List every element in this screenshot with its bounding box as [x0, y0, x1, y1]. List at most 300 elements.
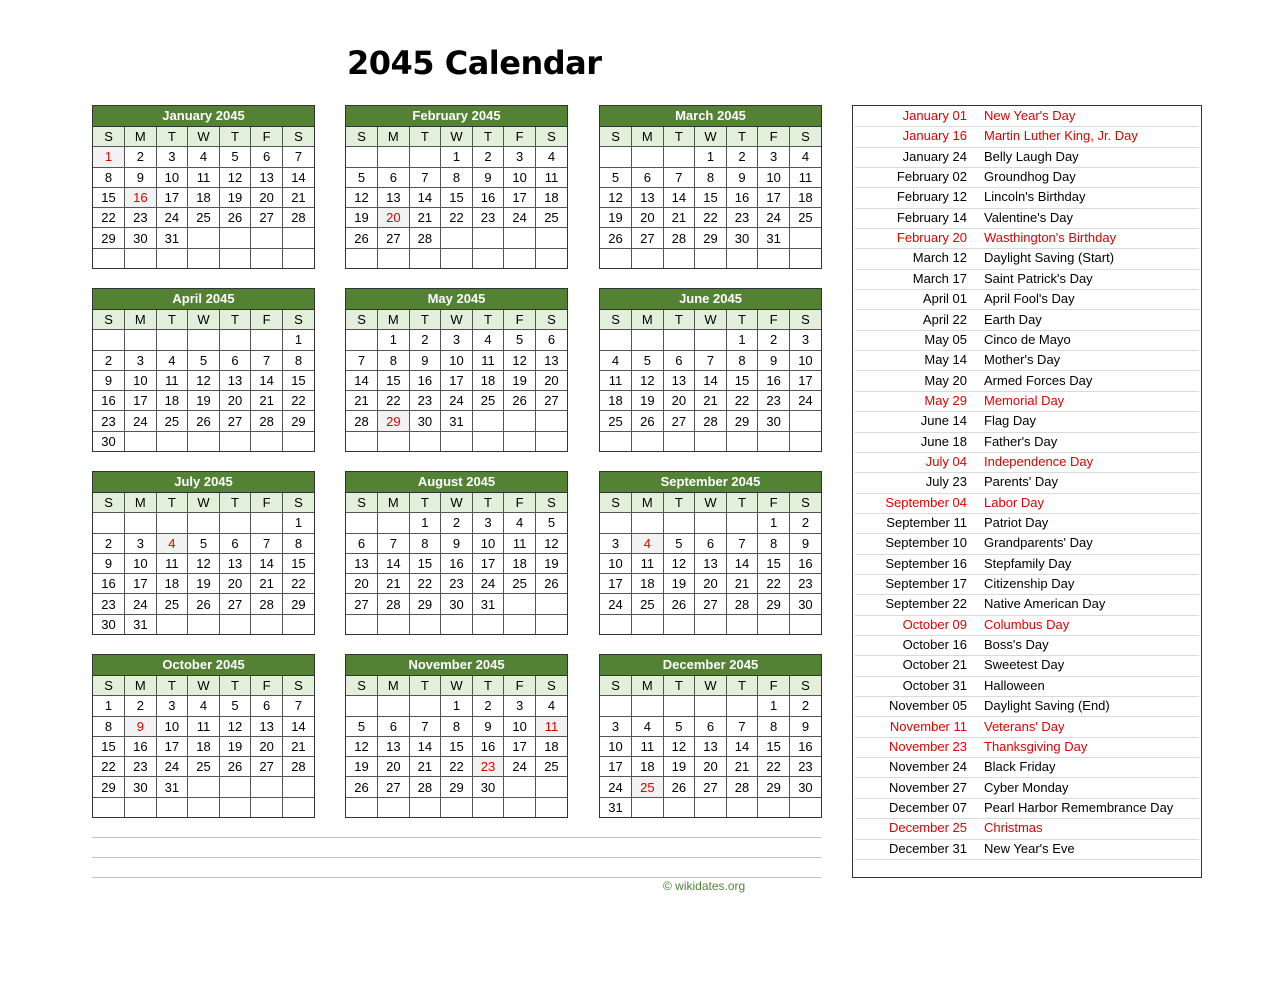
- holiday-row: [855, 615, 1199, 636]
- holiday-name: Boss's Day: [984, 637, 1049, 653]
- day-cell: 6: [695, 533, 727, 553]
- weekday-label: S: [789, 676, 821, 696]
- holiday-date: May 14: [924, 352, 967, 368]
- day-cell: 20: [346, 574, 378, 594]
- empty-day-cell: [188, 513, 220, 533]
- day-cell: 27: [251, 757, 283, 777]
- holiday-row: [855, 798, 1199, 819]
- weekday-label: M: [632, 676, 664, 696]
- empty-day-cell: [409, 696, 441, 716]
- empty-day-cell: [378, 513, 410, 533]
- empty-day-cell: [535, 431, 567, 451]
- empty-day-cell: [663, 797, 695, 817]
- empty-day-cell: [504, 248, 536, 268]
- day-cell: 25: [789, 208, 821, 228]
- empty-day-cell: [663, 248, 695, 268]
- day-cell: 11: [789, 167, 821, 187]
- notes-line: [92, 837, 821, 838]
- day-cell: 5: [188, 533, 220, 553]
- weekday-label: S: [282, 127, 314, 147]
- holiday-date: September 17: [885, 576, 967, 592]
- holiday-row: [855, 208, 1199, 229]
- empty-day-cell: [600, 330, 632, 350]
- holiday-date: July 23: [925, 474, 967, 490]
- day-cell: 1: [282, 513, 314, 533]
- day-cell: 24: [472, 574, 504, 594]
- weekday-label: T: [472, 310, 504, 330]
- day-cell: 2: [472, 147, 504, 167]
- day-cell: 4: [156, 350, 188, 370]
- month-calendar: [599, 471, 822, 635]
- holiday-date: May 20: [924, 372, 967, 388]
- day-cell: 26: [219, 757, 251, 777]
- day-cell: 3: [600, 533, 632, 553]
- weekday-label: F: [758, 310, 790, 330]
- weekday-label: F: [251, 676, 283, 696]
- weekday-label: T: [726, 676, 758, 696]
- empty-day-cell: [346, 614, 378, 634]
- empty-day-cell: [472, 248, 504, 268]
- empty-day-cell: [125, 248, 157, 268]
- day-cell: 21: [726, 574, 758, 594]
- day-cell: 8: [726, 350, 758, 370]
- empty-day-cell: [219, 797, 251, 817]
- empty-day-cell: [663, 513, 695, 533]
- weekday-label: S: [535, 127, 567, 147]
- day-cell: 4: [188, 696, 220, 716]
- weekday-label: S: [789, 310, 821, 330]
- weekday-label: T: [219, 676, 251, 696]
- empty-day-cell: [409, 431, 441, 451]
- holiday-date: February 14: [896, 209, 967, 225]
- day-cell: 20: [378, 757, 410, 777]
- empty-day-cell: [93, 797, 125, 817]
- empty-day-cell: [695, 330, 727, 350]
- day-cell: 12: [663, 553, 695, 573]
- empty-day-cell: [535, 614, 567, 634]
- day-cell: 14: [409, 187, 441, 207]
- day-cell: 29: [93, 777, 125, 797]
- day-cell: 3: [472, 513, 504, 533]
- holiday-date: February 02: [896, 169, 967, 185]
- day-cell: 20: [378, 208, 410, 228]
- empty-day-cell: [409, 147, 441, 167]
- day-cell: 31: [600, 797, 632, 817]
- day-cell: 23: [789, 757, 821, 777]
- holiday-name: Stepfamily Day: [984, 555, 1072, 571]
- empty-day-cell: [472, 228, 504, 248]
- empty-day-cell: [219, 513, 251, 533]
- day-cell: 1: [282, 330, 314, 350]
- weekday-label: M: [632, 127, 664, 147]
- weekday-label: T: [219, 127, 251, 147]
- empty-day-cell: [93, 330, 125, 350]
- day-cell: 30: [125, 777, 157, 797]
- day-cell: 4: [632, 533, 664, 553]
- empty-day-cell: [789, 228, 821, 248]
- day-cell: 27: [378, 228, 410, 248]
- holiday-row: [855, 147, 1199, 168]
- day-cell: 21: [695, 391, 727, 411]
- day-cell: 19: [188, 574, 220, 594]
- day-cell: 9: [726, 167, 758, 187]
- day-cell: 10: [472, 533, 504, 553]
- holiday-date: November 05: [888, 698, 967, 714]
- day-cell: 15: [93, 736, 125, 756]
- month-header: August 2045: [346, 472, 567, 493]
- day-cell: 4: [156, 533, 188, 553]
- day-cell: 22: [93, 757, 125, 777]
- day-cell: 12: [663, 736, 695, 756]
- day-cell: 31: [156, 777, 188, 797]
- day-cell: 3: [758, 147, 790, 167]
- day-cell: 26: [663, 594, 695, 614]
- day-cell: 20: [535, 370, 567, 390]
- empty-day-cell: [378, 431, 410, 451]
- day-cell: 9: [441, 533, 473, 553]
- holiday-name: Patriot Day: [984, 515, 1049, 530]
- day-cell: 15: [441, 187, 473, 207]
- empty-day-cell: [282, 777, 314, 797]
- day-cell: 31: [758, 228, 790, 248]
- day-cell: 23: [93, 594, 125, 614]
- weekday-label: T: [663, 127, 695, 147]
- day-cell: 19: [346, 208, 378, 228]
- holiday-date: October 16: [902, 637, 967, 653]
- day-cell: 5: [188, 350, 220, 370]
- day-cell: 1: [409, 513, 441, 533]
- notes-line: [92, 857, 821, 858]
- day-cell: 23: [409, 391, 441, 411]
- day-cell: 31: [441, 411, 473, 431]
- empty-day-cell: [695, 431, 727, 451]
- empty-day-cell: [219, 777, 251, 797]
- day-cell: 26: [600, 228, 632, 248]
- day-cell: 9: [789, 533, 821, 553]
- day-cell: 4: [504, 513, 536, 533]
- holiday-name: Martin Luther King, Jr. Day: [984, 128, 1138, 144]
- holiday-name: Sweetest Day: [984, 657, 1065, 673]
- day-cell: 23: [472, 208, 504, 228]
- day-cell: 2: [441, 513, 473, 533]
- day-cell: 11: [535, 716, 567, 736]
- empty-day-cell: [663, 696, 695, 716]
- day-cell: 7: [282, 147, 314, 167]
- holiday-date: October 09: [902, 616, 967, 632]
- day-cell: 20: [251, 187, 283, 207]
- day-cell: 30: [789, 594, 821, 614]
- day-cell: 10: [156, 716, 188, 736]
- month-header: July 2045: [93, 472, 314, 493]
- day-cell: 26: [632, 411, 664, 431]
- empty-day-cell: [156, 513, 188, 533]
- day-cell: 15: [409, 553, 441, 573]
- holiday-date: May 29: [924, 392, 967, 408]
- day-cell: 12: [188, 553, 220, 573]
- day-cell: 30: [93, 614, 125, 634]
- day-cell: 8: [378, 350, 410, 370]
- day-cell: 5: [632, 350, 664, 370]
- empty-day-cell: [156, 431, 188, 451]
- day-cell: 16: [726, 187, 758, 207]
- day-cell: 16: [441, 553, 473, 573]
- day-cell: 5: [346, 167, 378, 187]
- day-cell: 14: [282, 167, 314, 187]
- day-cell: 27: [251, 208, 283, 228]
- empty-day-cell: [188, 614, 220, 634]
- day-cell: 27: [535, 391, 567, 411]
- day-cell: 28: [282, 208, 314, 228]
- weekday-label: M: [125, 127, 157, 147]
- day-cell: 8: [409, 533, 441, 553]
- day-cell: 16: [93, 391, 125, 411]
- month-calendar: [599, 105, 822, 269]
- day-cell: 25: [600, 411, 632, 431]
- day-cell: 21: [409, 757, 441, 777]
- day-cell: 10: [125, 553, 157, 573]
- holiday-name: Halloween: [984, 677, 1045, 693]
- day-cell: 17: [600, 574, 632, 594]
- empty-day-cell: [695, 248, 727, 268]
- day-cell: 23: [125, 208, 157, 228]
- holiday-date: March 12: [912, 250, 967, 266]
- holiday-list: [852, 105, 1202, 878]
- holiday-row: [855, 554, 1199, 575]
- empty-day-cell: [251, 330, 283, 350]
- empty-day-cell: [409, 248, 441, 268]
- holiday-row: [855, 187, 1199, 208]
- day-cell: 27: [219, 594, 251, 614]
- empty-day-cell: [535, 594, 567, 614]
- holiday-row: [855, 696, 1199, 717]
- weekday-label: S: [346, 493, 378, 513]
- holiday-row: [855, 411, 1199, 432]
- holiday-name: New Year's Day: [984, 108, 1076, 123]
- month-header: January 2045: [93, 106, 314, 127]
- day-cell: 28: [663, 228, 695, 248]
- empty-day-cell: [789, 614, 821, 634]
- holiday-name: Veterans' Day: [984, 718, 1065, 734]
- empty-day-cell: [441, 614, 473, 634]
- day-cell: 22: [282, 391, 314, 411]
- weekday-label: M: [125, 310, 157, 330]
- weekday-label: S: [535, 310, 567, 330]
- day-cell: 9: [758, 350, 790, 370]
- weekday-label: S: [789, 493, 821, 513]
- holiday-date: January 24: [902, 148, 967, 164]
- holiday-name: Grandparents' Day: [984, 535, 1093, 551]
- holiday-date: July 04: [925, 453, 967, 469]
- day-cell: 16: [758, 370, 790, 390]
- day-cell: 30: [441, 594, 473, 614]
- weekday-label: M: [125, 676, 157, 696]
- day-cell: 28: [346, 411, 378, 431]
- day-cell: 8: [93, 716, 125, 736]
- day-cell: 1: [378, 330, 410, 350]
- day-cell: 18: [472, 370, 504, 390]
- day-cell: 13: [663, 370, 695, 390]
- day-cell: 19: [504, 370, 536, 390]
- holiday-name: Citizenship Day: [984, 576, 1075, 592]
- empty-day-cell: [378, 147, 410, 167]
- day-cell: 7: [251, 350, 283, 370]
- day-cell: 20: [695, 574, 727, 594]
- day-cell: 16: [472, 187, 504, 207]
- day-cell: 18: [535, 187, 567, 207]
- holiday-name: Black Friday: [984, 759, 1056, 775]
- day-cell: 27: [695, 777, 727, 797]
- day-cell: 21: [282, 187, 314, 207]
- day-cell: 3: [156, 147, 188, 167]
- day-cell: 20: [632, 208, 664, 228]
- holiday-date: November 23: [888, 738, 967, 754]
- weekday-label: S: [789, 127, 821, 147]
- day-cell: 11: [535, 167, 567, 187]
- empty-day-cell: [219, 248, 251, 268]
- day-cell: 9: [409, 350, 441, 370]
- holiday-name: Armed Forces Day: [984, 372, 1093, 388]
- holiday-date: April 01: [922, 291, 967, 307]
- holiday-date: September 22: [885, 596, 967, 612]
- day-cell: 27: [346, 594, 378, 614]
- weekday-label: W: [695, 493, 727, 513]
- day-cell: 30: [789, 777, 821, 797]
- empty-day-cell: [758, 431, 790, 451]
- day-cell: 3: [441, 330, 473, 350]
- holiday-row: [855, 717, 1199, 738]
- empty-day-cell: [188, 797, 220, 817]
- holiday-name: Wasthington's Birthday: [984, 230, 1117, 246]
- day-cell: 7: [726, 533, 758, 553]
- holiday-row: [855, 330, 1199, 351]
- holiday-date: November 27: [888, 779, 967, 795]
- page-title: 2045 Calendar: [347, 44, 602, 82]
- day-cell: 18: [632, 757, 664, 777]
- weekday-label: S: [93, 676, 125, 696]
- day-cell: 28: [409, 777, 441, 797]
- holiday-row: [855, 269, 1199, 290]
- empty-day-cell: [758, 797, 790, 817]
- holiday-name: April Fool's Day: [984, 291, 1075, 307]
- holiday-name: Cinco de Mayo: [984, 331, 1071, 347]
- day-cell: 18: [188, 187, 220, 207]
- weekday-label: T: [726, 127, 758, 147]
- holiday-name: Lincoln's Birthday: [984, 189, 1086, 205]
- empty-day-cell: [632, 614, 664, 634]
- day-cell: 5: [219, 147, 251, 167]
- day-cell: 23: [93, 411, 125, 431]
- day-cell: 22: [441, 757, 473, 777]
- day-cell: 22: [93, 208, 125, 228]
- day-cell: 17: [441, 370, 473, 390]
- day-cell: 20: [219, 574, 251, 594]
- empty-day-cell: [600, 513, 632, 533]
- day-cell: 7: [282, 696, 314, 716]
- holiday-date: September 11: [886, 515, 967, 530]
- weekday-label: W: [441, 676, 473, 696]
- holiday-date: September 04: [885, 494, 967, 510]
- empty-day-cell: [504, 594, 536, 614]
- holiday-date: October 21: [902, 657, 967, 673]
- holiday-date: December 25: [888, 820, 967, 836]
- holiday-name: Cyber Monday: [984, 779, 1069, 795]
- day-cell: 14: [726, 736, 758, 756]
- day-cell: 29: [282, 411, 314, 431]
- day-cell: 22: [695, 208, 727, 228]
- day-cell: 26: [346, 777, 378, 797]
- day-cell: 22: [726, 391, 758, 411]
- holiday-row: [855, 310, 1199, 331]
- day-cell: 19: [188, 391, 220, 411]
- day-cell: 23: [726, 208, 758, 228]
- day-cell: 5: [535, 513, 567, 533]
- weekday-label: M: [632, 310, 664, 330]
- holiday-row: [855, 635, 1199, 656]
- day-cell: 30: [726, 228, 758, 248]
- day-cell: 25: [632, 777, 664, 797]
- weekday-label: S: [600, 676, 632, 696]
- day-cell: 1: [93, 696, 125, 716]
- day-cell: 8: [441, 716, 473, 736]
- weekday-label: T: [663, 493, 695, 513]
- holiday-name: Pearl Harbor Remembrance Day: [984, 799, 1174, 815]
- day-cell: 19: [219, 187, 251, 207]
- weekday-label: F: [504, 493, 536, 513]
- day-cell: 5: [504, 330, 536, 350]
- empty-day-cell: [504, 411, 536, 431]
- day-cell: 16: [125, 736, 157, 756]
- empty-day-cell: [156, 614, 188, 634]
- day-cell: 24: [600, 777, 632, 797]
- day-cell: 26: [188, 411, 220, 431]
- holiday-date: March 17: [912, 270, 967, 286]
- holiday-row: [855, 493, 1199, 514]
- day-cell: 11: [504, 533, 536, 553]
- empty-day-cell: [346, 147, 378, 167]
- empty-day-cell: [188, 777, 220, 797]
- empty-day-cell: [600, 147, 632, 167]
- footer-credit[interactable]: © wikidates.org: [663, 879, 746, 893]
- day-cell: 6: [378, 167, 410, 187]
- day-cell: 17: [125, 391, 157, 411]
- empty-day-cell: [632, 431, 664, 451]
- weekday-label: S: [346, 310, 378, 330]
- day-cell: 20: [663, 391, 695, 411]
- empty-day-cell: [346, 330, 378, 350]
- day-cell: 12: [346, 187, 378, 207]
- day-cell: 1: [758, 696, 790, 716]
- empty-day-cell: [219, 330, 251, 350]
- holiday-row: [855, 533, 1199, 554]
- empty-day-cell: [188, 228, 220, 248]
- day-cell: 9: [789, 716, 821, 736]
- weekday-label: T: [409, 493, 441, 513]
- holiday-name: Saint Patrick's Day: [984, 270, 1093, 286]
- day-cell: 7: [663, 167, 695, 187]
- holiday-row: [855, 818, 1199, 839]
- empty-day-cell: [282, 431, 314, 451]
- day-cell: 21: [282, 736, 314, 756]
- empty-day-cell: [346, 797, 378, 817]
- day-cell: 25: [472, 391, 504, 411]
- empty-day-cell: [504, 614, 536, 634]
- weekday-label: W: [695, 127, 727, 147]
- holiday-name: Columbus Day: [984, 616, 1070, 632]
- holiday-date: November 24: [888, 759, 967, 775]
- day-cell: 31: [156, 228, 188, 248]
- empty-day-cell: [251, 614, 283, 634]
- empty-day-cell: [125, 330, 157, 350]
